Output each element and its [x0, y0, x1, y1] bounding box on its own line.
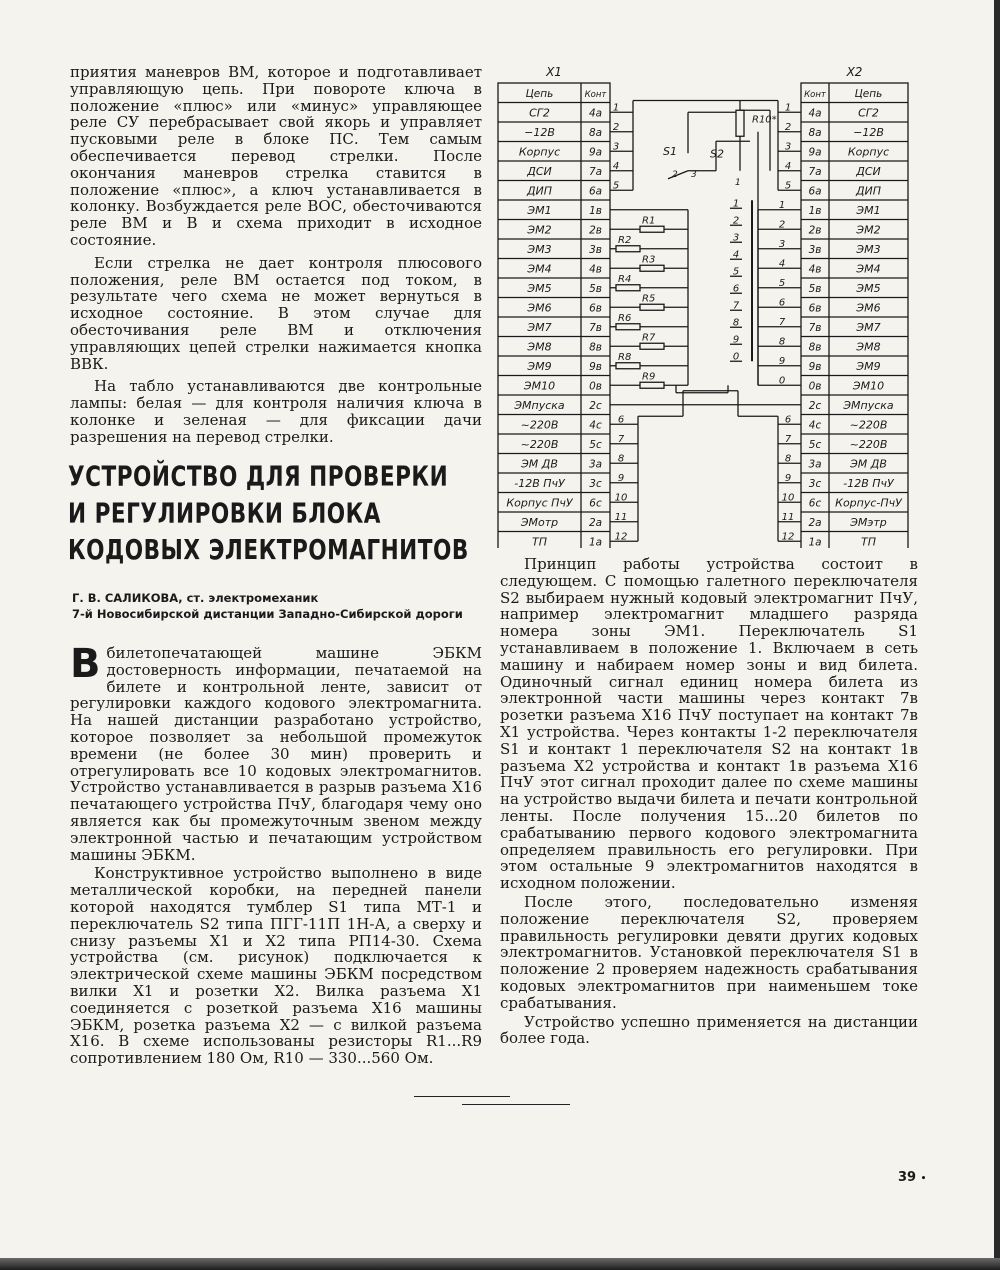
resistor	[640, 304, 664, 310]
paragraph-text: билетопечатающей машине ЭБКМ достоверность информации, печатаемой на билете и контрольной ленте, зависит от регулировки каждого кодового электромагнита. На нашей дистанции разработано устройство, которое позволяет за небольшой промежуток времени (не более 30 мин) проверить и отрегулировать все 10 кодовых электромагнитов. Устройство устанавливается в разрыв разъема Х16 печатающего устройства ПчУ, благодаря чему оно является как бы промежуточным звеном между электронной частью и печатающим устройством машины ЭБКМ.	[70, 644, 482, 864]
x2-circuit-label: Корпус-ПчУ	[835, 496, 902, 510]
pin-number: 3	[778, 238, 786, 250]
pin-number: 12	[614, 531, 628, 543]
switch-pin-number: 3	[732, 232, 740, 244]
pin-number: 9	[784, 472, 792, 484]
bullet-glyph: •	[920, 1174, 927, 1184]
pin-number: 2	[612, 121, 620, 133]
x2-circuit-label: ЭМ3	[856, 243, 881, 256]
pin-number: 5	[784, 180, 792, 192]
x2-circuit-label: ЭМ ДВ	[850, 457, 887, 471]
resistor-label: R7	[642, 332, 656, 344]
x2-contact-label: 3в	[808, 244, 822, 256]
x1-circuit-label: ЭМ8	[527, 340, 552, 354]
switch-pin-number: 0	[732, 351, 740, 363]
pin-number: 2	[778, 219, 786, 231]
switch-pin-number: 1	[732, 198, 740, 210]
x1-circuit-label: ЭМ7	[527, 321, 552, 334]
x1-contact-label: 6с	[589, 497, 602, 510]
pin-number: 7	[617, 433, 625, 445]
x1-circuit-label: ЭМ1	[527, 204, 552, 217]
switch-pin-number: 6	[732, 283, 740, 295]
x1-contact-label: 4а	[588, 107, 603, 120]
circuit-diagram	[488, 60, 918, 548]
x2-contact-label: 5с	[808, 439, 822, 451]
x1-circuit-label: ЭМ4	[527, 262, 552, 276]
x2-contact-label: 6в	[808, 302, 822, 315]
resistor	[640, 382, 664, 388]
resistor	[616, 246, 640, 252]
pin-number: 1	[784, 102, 792, 114]
x2-circuit-label: Корпус	[847, 145, 890, 159]
page-number	[898, 1170, 926, 1185]
x1-circuit-label: Корпус	[518, 145, 561, 159]
x2-contact-label: 8а	[808, 127, 822, 139]
x2-contact-label: 6с	[808, 497, 822, 510]
x1-contact-label: 1а	[588, 536, 603, 548]
x1-circuit-label: ЭМ6	[527, 301, 552, 315]
x2-contact-label: 2с	[808, 400, 822, 412]
author-byline	[72, 590, 482, 622]
x1-circuit-label: СГ2	[529, 106, 550, 120]
x2-contact-label: 2в	[808, 224, 822, 237]
switch-pin-number: 7	[732, 300, 740, 312]
x1-circuit-label: ЭМ2	[527, 223, 552, 237]
headline-line: И РЕГУЛИРОВКИ БЛОКА	[68, 497, 382, 530]
divider-rule	[414, 1096, 510, 1097]
paragraph: Принцип работы устройства состоит в следующем. С помощью галетного переключателя S2 выбираем нужный кодовый электромагнит ПчУ, например электромагнит младшего разряда номера зоны ЭМ1. Переключатель S1 устанавливаем в положение 1. Включаем в сеть машину и набираем номер зоны и вид билета. Одиночный сигнал единиц номера билета из электронной части машины через контакт 7в розетки разъема Х16 ПчУ поступает на контакт 7в Х1 устройства. Через контакты 1-2 переключателя S1 и контакт 1 переключателя S2 на контакт 1в разъема Х2 устройства и контакт 1в разъема Х16 ПчУ этот сигнал проходит далее по схеме машины на устройство выдачи билета и печати контрольной ленты. После получения 15...20 билетов по срабатыванию первого кодового электромагнита определяем правильность его регулировки. При этом остальные 9 электромагнитов находятся в исходном положении.	[500, 555, 918, 893]
x2-circuit-label: СГ2	[858, 106, 879, 120]
x1-circuit-label: ДИП	[526, 184, 553, 198]
x1-circuit-label: ЭМотр	[520, 516, 559, 529]
x2-circuit-label: ЭМпуска	[843, 399, 894, 412]
divider-rule	[462, 1104, 570, 1105]
s1-pin: 2	[672, 169, 678, 180]
resistor	[616, 285, 640, 291]
x1-contact-label: 9а	[588, 146, 603, 159]
x2-contact-label: 7а	[808, 166, 822, 178]
x2-circuit-label: ТП	[861, 535, 876, 548]
x1-circuit-label: −12В	[524, 126, 555, 139]
pin-number: 1	[612, 102, 620, 114]
paragraph: На табло устанавливаются две контрольные лампы: белая — для контроля наличия ключа в колонке и зеленая — для фиксации дачи разрешения на перевод стрелки.	[70, 377, 482, 446]
x1-circuit-label: ЭМ10	[523, 379, 556, 393]
x2-contact-label: 4а	[808, 107, 822, 120]
x1-circuit-label: ЭМ3	[527, 243, 552, 256]
pin-number: 6	[778, 297, 786, 309]
x2-contact-label: 5в	[808, 283, 822, 295]
switch-pin-number: 8	[732, 317, 740, 329]
x2-contact-label: 0в	[808, 380, 822, 393]
pin-number: 4	[778, 258, 786, 270]
resistor-label: R6	[618, 312, 632, 324]
x2-contact-label: 1а	[808, 536, 822, 548]
x2-contact-label: 3а	[808, 458, 822, 471]
resistor-label: R9	[642, 371, 656, 383]
resistor-label: R5	[642, 293, 656, 305]
pin-number: 5	[612, 180, 620, 192]
x1-contact-label: 3а	[588, 458, 603, 471]
x2-circuit-label: ~220В	[849, 418, 888, 432]
article-body-right	[500, 556, 918, 1047]
x1-header-contact: Конт	[584, 90, 607, 100]
paragraph: Устройство успешно применяется на дистанции более года.	[500, 1012, 918, 1048]
x1-contact-label: 4в	[589, 263, 602, 276]
resistor	[640, 265, 664, 271]
x2-contact-label: 4с	[808, 419, 822, 432]
resistor-label: R8	[618, 351, 632, 363]
pin-number: 7	[778, 316, 786, 328]
page-edge-shadow	[994, 0, 1000, 1270]
s2-label: S2	[710, 147, 724, 161]
s1-pin: 3	[691, 169, 697, 180]
pin-number: 7	[784, 433, 792, 445]
x2-circuit-label: ДИП	[855, 184, 882, 198]
paragraph	[70, 641, 482, 864]
x1-contact-label: 7в	[589, 322, 602, 334]
pin-number: 3	[612, 141, 620, 153]
s1-pin: 1	[735, 177, 741, 188]
x1-contact-label: 2в	[589, 224, 602, 237]
x2-circuit-label: ЭМ4	[856, 262, 881, 276]
paragraph: приятия маневров ВМ, которое и подготавливает управляющую цепь. При повороте ключа в положение «плюс» или «минус» управляющее реле СУ перебрасывает свой якорь и управляет пусковыми реле в блоке ПС. Тем самым обеспечивается перевод стрелки. После окончания маневров стрелка ставится в положение «плюс», а ключ устанавливается в колонку. Возбуждается реле ВОС, обесточиваются реле ВМ и В и схема приходит в исходное состояние.	[70, 63, 482, 249]
pin-number: 8	[784, 453, 792, 465]
x2-contact-label: 2а	[808, 517, 822, 529]
paragraph: Конструктивное устройство выполнено в виде металлической коробки, на передней панели которой находятся тумблер S1 типа МТ-1 и переключатель S2 типа ПГГ-11П 1Н-А, а сверху и снизу разъемы Х1 и Х2 типа РП14-30. Схема устройства (см. рисунок) подключается к электрической схеме машины ЭБКМ посредством вилки Х1 и розетки Х2. Вилка разъема Х1 соединяется с розеткой разъема Х16 машины ЭБКМ, розетка разъема Х2 — с вилкой разъема Х16. В схеме использованы резисторы R1...R9 сопротивлением 180 Ом, R10 — 330...560 Ом.	[70, 864, 482, 1068]
x1-contact-label: 6в	[589, 302, 602, 315]
switch-lever	[668, 171, 688, 179]
pin-number: 1	[778, 199, 786, 211]
x1-contact-label: 2а	[588, 517, 603, 529]
x1-circuit-label: ДСИ	[527, 165, 552, 178]
pin-number: 6	[617, 414, 625, 426]
pin-number: 10	[614, 492, 628, 504]
x1-circuit-label: ~220В	[520, 438, 559, 451]
x1-contact-label: 5в	[589, 283, 602, 295]
pin-number: 2	[784, 121, 792, 133]
pin-number: 12	[781, 531, 795, 543]
x1-contact-label: 5с	[589, 439, 602, 451]
pin-number: 9	[778, 355, 786, 367]
x1-contact-label: 9в	[589, 361, 602, 373]
x1-contact-label: 1в	[589, 205, 602, 217]
x2-header-contact: Конт	[804, 90, 826, 100]
r10-label: R10*	[752, 114, 777, 126]
x2-contact-label: 9в	[808, 361, 822, 373]
x1-header-circuit: Цепь	[525, 88, 554, 100]
resistor	[640, 226, 664, 232]
x1-circuit-label: ТП	[532, 535, 547, 548]
x2-circuit-label: ЭМ7	[856, 321, 881, 334]
resistor-label: R3	[642, 254, 656, 266]
x1-contact-label: 8в	[589, 341, 602, 354]
switch-pin-number: 4	[732, 249, 740, 261]
switch-pin-number: 2	[732, 215, 740, 227]
resistor	[616, 324, 640, 330]
resistor	[616, 363, 640, 369]
x2-contact-label: 7в	[808, 322, 822, 334]
x2-circuit-label: ЭМ8	[856, 340, 881, 354]
previous-article-continuation	[70, 64, 482, 446]
x2-circuit-label: ЭМ2	[856, 223, 881, 237]
x1-circuit-label: ЭМ5	[527, 282, 552, 295]
s1-label: S1	[663, 144, 677, 158]
x2-circuit-label: ЭМ9	[856, 360, 881, 373]
x1-contact-label: 3в	[589, 244, 602, 256]
x2-contact-label: 8в	[808, 341, 822, 354]
x1-contact-label: 7а	[588, 166, 603, 178]
x1-circuit-label: ~220В	[520, 418, 559, 432]
drop-cap: В	[70, 641, 101, 687]
resistor-label: R2	[618, 234, 632, 246]
x1-circuit-label: ЭМ9	[527, 360, 552, 373]
x2-circuit-label: ~220В	[849, 438, 888, 451]
paragraph: Если стрелка не дает контроля плюсового положения, реле ВМ остается под током, в результате чего схема не может вернуться в исходное состояние. В этом случае для обесточивания реле ВМ и отключения управляющих цепей стрелки нажимается кнопка ВВК.	[70, 253, 482, 373]
headline-line: КОДОВЫХ ЭЛЕКТРОМАГНИТОВ	[68, 533, 469, 567]
x2-circuit-label: ЭМ5	[856, 282, 881, 295]
x1-contact-label: 0в	[589, 380, 602, 393]
article-headline	[68, 458, 488, 568]
resistor	[640, 343, 664, 349]
x1-contact-label: 4с	[589, 419, 602, 432]
x2-title: X2	[846, 65, 863, 79]
pin-number: 6	[784, 414, 792, 426]
x1-circuit-label: ЭМпуска	[514, 399, 565, 412]
x2-circuit-label: ЭМ10	[852, 379, 885, 393]
pin-number: 10	[781, 492, 795, 504]
page-bottom-shadow	[0, 1258, 1000, 1270]
x1-contact-label: 8а	[588, 127, 603, 139]
x2-header-circuit: Цепь	[854, 88, 883, 100]
pin-number: 4	[784, 160, 792, 172]
x2-circuit-label: ЭМэтр	[850, 516, 887, 529]
x2-circuit-label: ЭМ1	[856, 204, 881, 217]
pin-number: 11	[781, 511, 795, 523]
x2-contact-label: 4в	[808, 263, 822, 276]
switch-pin-number: 9	[732, 334, 740, 346]
pin-number: 4	[612, 160, 620, 172]
pin-number: 9	[617, 472, 625, 484]
x2-circuit-label: -12В ПчУ	[843, 477, 894, 490]
x1-title: X1	[546, 65, 562, 79]
resistor-r10	[736, 110, 744, 136]
x1-circuit-label: ЭМ ДВ	[521, 457, 558, 471]
pin-number: 3	[784, 141, 792, 153]
pin-number: 8	[778, 336, 786, 348]
x1-contact-label: 3с	[589, 478, 602, 490]
x1-circuit-label: Корпус ПчУ	[506, 496, 573, 510]
author-name: Г. В. САЛИКОВА, ст. электромеханик	[72, 591, 319, 605]
resistor-label: R1	[642, 215, 656, 227]
pin-number: 8	[617, 453, 625, 465]
x2-circuit-label: ЭМ6	[856, 301, 881, 315]
x2-circuit-label: −12В	[853, 126, 884, 139]
x2-circuit-label: ДСИ	[856, 165, 881, 178]
x1-contact-label: 2с	[589, 400, 602, 412]
x2-contact-label: 1в	[808, 205, 822, 217]
headline-line: УСТРОЙСТВО ДЛЯ ПРОВЕРКИ	[68, 460, 449, 493]
x2-contact-label: 6а	[808, 185, 822, 198]
resistor-label: R4	[618, 273, 632, 285]
x2-contact-label: 3с	[808, 478, 822, 490]
x1-contact-label: 6а	[588, 185, 603, 198]
pin-number: 5	[778, 277, 786, 289]
x1-circuit-label: -12В ПчУ	[514, 477, 565, 490]
switch-pin-number: 5	[732, 266, 740, 278]
paragraph: После этого, последовательно изменяя положение переключателя S2, проверяем правильность регулировки девяти других кодовых электромагнитов. Установкой переключателя S1 в положение 2 проверяем надежность срабатывания кодовых электромагнитов при наименьшем токе срабатывания.	[500, 892, 918, 1012]
pin-number: 0	[778, 375, 786, 387]
pin-number: 11	[614, 511, 628, 523]
author-affiliation: 7-й Новосибирской дистанции Западно-Сибирской дороги	[72, 607, 463, 621]
page-number-text: 39	[898, 1170, 917, 1185]
article-body-left	[70, 641, 482, 1068]
x2-contact-label: 9а	[808, 146, 822, 159]
